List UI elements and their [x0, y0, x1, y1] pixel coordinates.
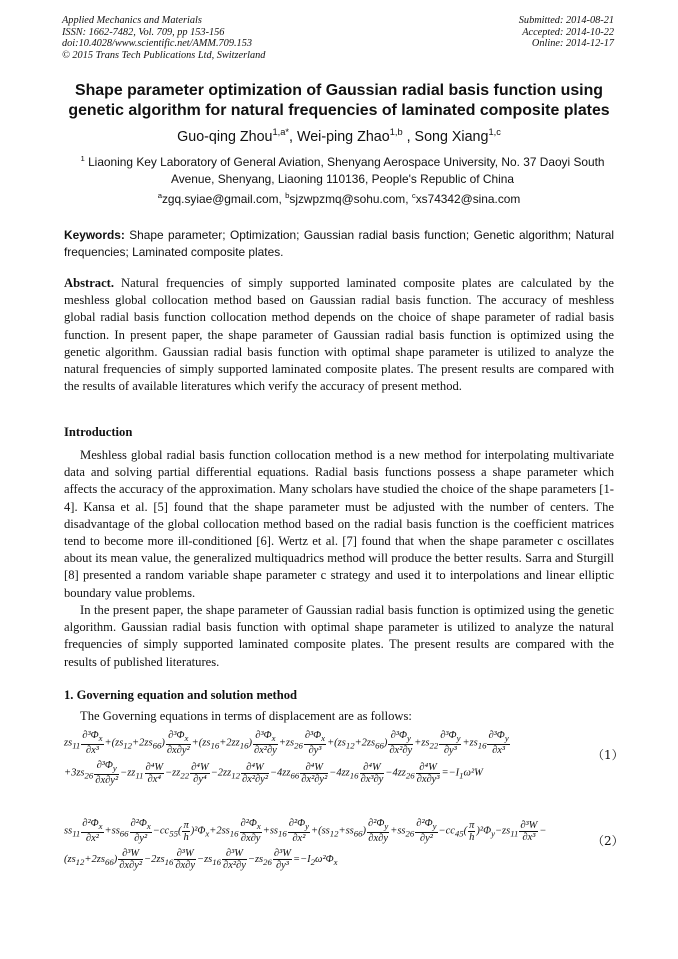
- author-name: Wei-ping Zhao: [296, 129, 390, 145]
- email-link[interactable]: xs74342@sina.com: [415, 192, 521, 206]
- equation-2-line-2: $(zs_{12}+2zs_{66})$ $\frac{\text{∂³W}}{\text{∂x∂y²}}$ $-2zs_{16}$ $\frac{\text{∂³W}}{\partial x\partial y}$ $-zs_{16}$ $\frac{\text{∂³W}}{\text{∂x²∂y}}$ $-zs_{26}$ $\frac{\text{∂³W}}{\text{∂y³}}$ $=-I_2\omega^2\Phi_x$: [64, 848, 338, 871]
- journal-name: Applied Mechanics and Materials: [62, 15, 202, 26]
- submitted-date: Submitted: 2014-08-21: [518, 15, 614, 26]
- equation-2-number: （2）: [592, 834, 624, 848]
- intro-paragraph-1: Meshless global radial basis function collocation method is a new method for interpolating multivariate data and solving partial differential equations. Radial basis functions possess a shape parameter which affects the accuracy of the approximation. Many scholars have studied the choice of the shape parameters [1-4]. Kansa et al. [5] found that the shape parameter must be adjusted with the number of centers. The disadvantage of the global collocation method based on the radial basis function is the coefficient matrices tend to become more ill-conditioned [6]. Wertz et al. [7] found that when the shape parameter c oscillates about its mean value, the generalized multiquadrics method will produce the better results. Sarra and Sturgill [8] presented a random variable shape parameter c strategy and used it to interpolations and linear elliptic boundary value problems.: [64, 448, 614, 600]
- journal-issn: ISSN: 1662-7482, Vol. 709, pp 153-156: [62, 26, 225, 38]
- equation-1-number: （1）: [592, 748, 624, 762]
- author-list: Guo-qing Zhou$^{1,a*}$, Wei-ping Zhao$^{1,b}$ , Song Xiang$^{1,c}$: [177, 127, 501, 145]
- abstract: Abstract. Natural frequencies of simply supported laminated composite plates are calculated by the meshless global collocation method based on Gaussian radial basis function. The accuracy of meshless global radial basis function collocation method depends on the choice of shape parameter of radial basis function. In present paper, the shape parameter of Gaussian radial basis function is optimized using the genetic algorithm. Gaussian radial basis function with optimal shape parameter is utilized to analyze the natural frequencies of simply supported laminated composite plates. The present results are compared with the results of available literatures which verify the accuracy of present method.: [64, 276, 614, 394]
- equation-1-line-1: $zs_{11}$ $\frac{\partial^3\Phi_x}{\text{∂x³}}$ $+(zs_{12}+2zs_{66})$ $\frac{\partial^3\Phi_x}{\text{∂x∂y²}}$ $+(zs_{16}+2zz_{16})$ $\frac{\partial^3\Phi_x}{\text{∂x²∂y}}$ $+zs_{26}$ $\frac{\partial^3\Phi_x}{\text{∂y³}}$ $+(zs_{12}+2zs_{66})$ $\frac{\partial^3\Phi_y}{\text{∂x²∂y}}$ $+zs_{22}$ $\frac{\partial^3\Phi_y}{\text{∂y³}}$ $+zs_{16}$ $\frac{\partial^3\Phi_y}{\text{∂x³}}$: [64, 730, 509, 757]
- journal-header: [62, 15, 265, 61]
- keywords-label: Keywords:: [64, 228, 125, 242]
- paper-title: Shape parameter optimization of Gaussian radial basis function using genetic algorithm for natural frequencies of laminated composite plates: [68, 82, 610, 119]
- journal-copyright: © 2015 Trans Tech Publications Ltd, Switzerland: [62, 49, 266, 61]
- author-sup: 1,c: [488, 127, 501, 138]
- section-heading-introduction: Introduction: [64, 425, 133, 439]
- intro-paragraph-2: In the present paper, the shape parameter of Gaussian radial basis function is optimized using the genetic algorithm. Gaussian radial basis function with optimal shape parameter is utilized to analyze the natural frequencies of simply supported laminated composite plates. The present results are compared with the results of published literatures.: [64, 603, 614, 669]
- affiliation: $^1$ Liaoning Key Laboratory of General Aviation, Shenyang Aerospace University, No. 37 Daoyi South Avenue, Shenyang, Liaoning 110136, People's Republic of China: [80, 154, 605, 186]
- equation-2-line-1: $ss_{11}$ $\frac{\partial^2\Phi_x}{\text{∂x²}}$ $+ss_{66}$ $\frac{\partial^2\Phi_x}{\text{∂y²}}$ $-cc_{55}$( $\frac{\pi}{h}$ )$^2\Phi_x+2ss_{16}$ $\frac{\partial^2\Phi_x}{\partial x\partial y}$ $+ss_{16}$ $\frac{\partial^2\Phi_y}{\text{∂x²}}$ $+(ss_{12}+ss_{66})$ $\frac{\partial^2\Phi_y}{\partial x\partial y}$ $+ss_{26}$ $\frac{\partial^2\Phi_y}{\text{∂y²}}$ $-cc_{45}$( $\frac{\pi}{h}$ )$^2\Phi_y-zs_{11}$ $\frac{\text{∂³W}}{\text{∂x³}}$ −: [64, 818, 547, 845]
- journal-doi: doi:10.4028/www.scientific.net/AMM.709.153: [62, 38, 252, 50]
- author-sup: 1,b: [389, 127, 403, 138]
- accepted-date: Accepted: 2014-10-22: [522, 26, 614, 38]
- online-date: Online: 2014-12-17: [531, 38, 614, 50]
- equation-1-line-2: $+3zs_{26}$ $\frac{\partial^3\Phi_y}{\text{∂x∂y²}}$ $-zz_{11}$ $\frac{\text{∂⁴W}}{\text{∂x⁴}}$ $-zz_{22}$ $\frac{\text{∂⁴W}}{\text{∂y⁴}}$ $-2zz_{12}$ $\frac{\text{∂⁴W}}{\text{∂x²∂y²}}$ $-4zz_{66}$ $\frac{\text{∂⁴W}}{\text{∂x²∂y²}}$ $-4zz_{16}$ $\frac{\text{∂⁴W}}{\text{∂x³∂y}}$ $-4zz_{26}$ $\frac{\text{∂⁴W}}{\text{∂x∂y³}}$ $=-I_1\omega^2W$: [64, 760, 483, 787]
- author-name: Guo-qing Zhou: [177, 129, 273, 145]
- email-link[interactable]: sjzwpzmq@sohu.com: [289, 192, 406, 206]
- dates-header: [519, 15, 614, 50]
- email-list: $^a$zgq.syiae@gmail.com, $^b$sjzwpzmq@sohu.com, $^c$xs74342@sina.com: [157, 191, 521, 206]
- section-heading-1: 1. Governing equation and solution method: [64, 688, 298, 702]
- keywords: Keywords: Shape parameter; Optimization; Gaussian radial basis function; Genetic algorithm; Natural frequencies; Laminated composite plates.: [64, 228, 614, 259]
- author-name: Song Xiang: [414, 129, 489, 145]
- email-link[interactable]: zgq.syiae@gmail.com: [161, 192, 279, 206]
- author-sup: 1,a*: [272, 127, 290, 138]
- abstract-label: Abstract.: [64, 276, 115, 290]
- section-1-intro-text: The Governing equations in terms of displacement are as follows:: [80, 709, 412, 723]
